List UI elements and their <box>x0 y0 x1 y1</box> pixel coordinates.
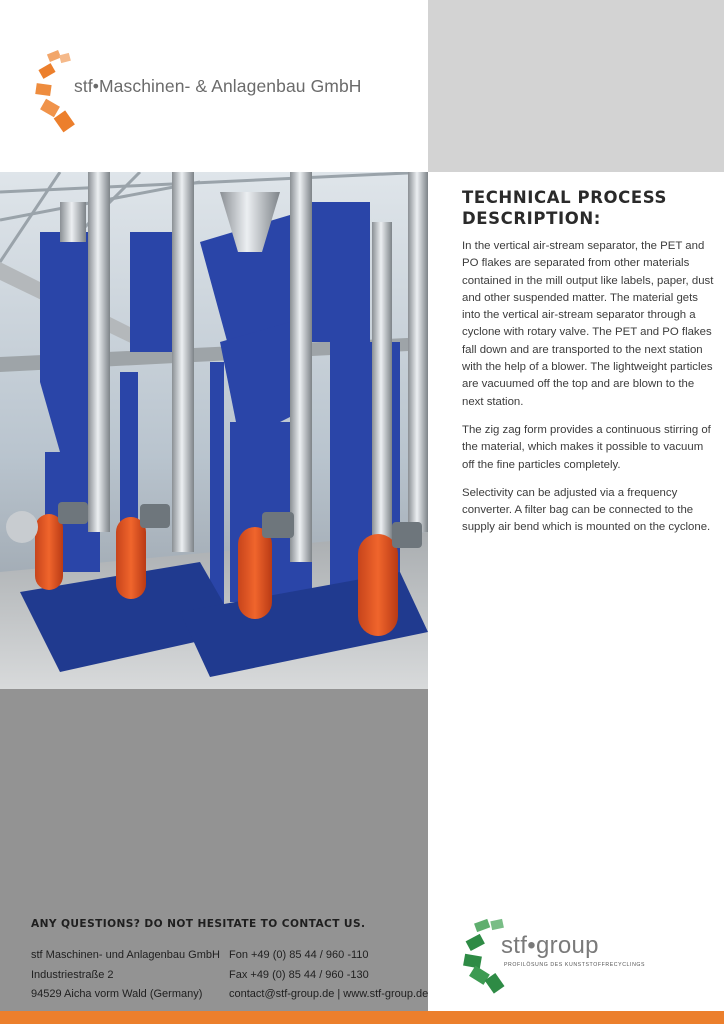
stf-group-tagline: PROFILÖSUNG DES KUNSTSTOFFRECYCLINGS <box>504 962 646 968</box>
contact-heading: ANY QUESTIONS? DO NOT HESITATE TO CONTACT US. <box>31 918 366 930</box>
process-description <box>462 187 714 548</box>
contact-email-web[interactable]: contact@stf-group.de | www.stf-group.de <box>229 988 429 1000</box>
section-heading <box>462 187 714 229</box>
contact-fax: Fax +49 (0) 85 44 / 960 -130 <box>229 968 369 981</box>
machine-photo <box>0 172 428 689</box>
air-stream-separator-photo-icon <box>0 172 428 689</box>
stf-group-name: stf•group <box>501 932 599 959</box>
paragraph-1: In the vertical air-stream separator, the PET and PO flakes are separated from other materials contained in the mill output like labels, paper, dust and other suspended matter. The material gets into the vertical air-stream separator through a cyclone with rotary valve. The PET and PO flakes fall down and are transported to the next station with the help of a blower. The lightweight particles are vacuumed off the top and are blown to the next station. <box>462 240 714 408</box>
footer-bar <box>0 1011 724 1024</box>
contact-details <box>229 946 428 1005</box>
stf-logo-icon <box>34 50 78 136</box>
header-gray-panel <box>428 0 724 172</box>
heading-line-2: DESCRIPTION: <box>462 209 601 228</box>
paragraph-2: The zig zag form provides a continuous stirring of the material, which makes it possible to vacuum off the fine particles completely. <box>462 423 711 471</box>
heading-line-1: TECHNICAL PROCESS <box>462 188 667 207</box>
address-city: 94529 Aicha vorm Wald (Germany) <box>31 988 203 1000</box>
address-company: stf Maschinen- und Anlagenbau GmbH <box>31 949 220 961</box>
address-street: Industriestraße 2 <box>31 968 114 981</box>
company-name: stf•Maschinen- & Anlagenbau GmbH <box>74 76 362 96</box>
paragraph-3: Selectivity can be adjusted via a frequency converter. A filter bag can be connected to the supply air bend which is mounted on the cyclone. <box>462 486 711 534</box>
contact-address <box>31 946 220 1005</box>
contact-phone[interactable]: Fon +49 (0) 85 44 / 960 -110 <box>229 949 369 961</box>
